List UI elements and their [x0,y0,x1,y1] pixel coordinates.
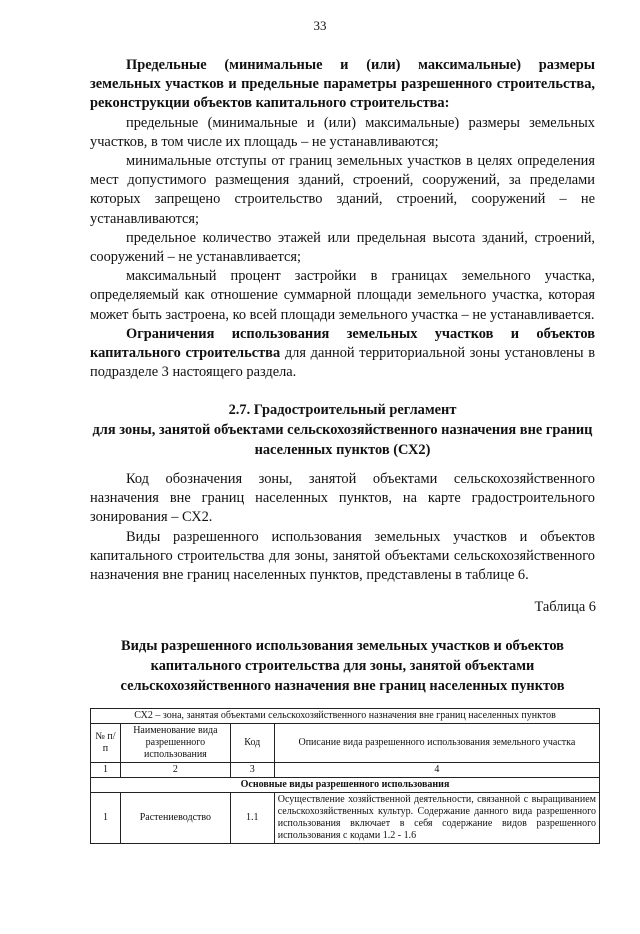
restrictions-bold: Ограничения использования земельных участков и объектов капитального строительства [90,325,595,362]
table-row [91,793,600,844]
row-desc: Осуществление хозяйственной деятельности, связанной с выращиванием сельскохозяйственных культур. Содержание данного вида разрешенного использования включает в себя содержание видов разрешенного использования с кодами 1.2 - 1.6 [274,793,599,844]
group-title: Основные виды разрешенного использования [91,778,600,793]
page-number: 33 [313,18,327,33]
limits-item: предельные (минимальные и (или) максимальные) размеры земельных участков, в том числе их площадь – не устанавливаются; [90,114,595,150]
table-caption: СХ2 – зона, занятая объектами сельскохозяйственного назначения вне границ населенных пунктов [91,709,600,724]
column-number: 3 [230,763,274,778]
limits-heading: Предельные (минимальные и (или) максимальные) размеры земельных участков и предельные параметры разрешенного строительства, реконструкции объектов капитального строительства: [90,57,595,112]
table-label: Таблица 6 [534,599,596,615]
restrictions-rest: для данной территориальной зоны установлены в подразделе 3 настоящего раздела. [90,345,595,381]
limits-item: минимальные отступы от границ земельных участков в целях определения мест допустимого размещения зданий, строений, сооружений, за пределами которых запрещено строительство зданий, строений, сооружений – не устанавливаются; [90,153,595,227]
land-use-table [90,708,600,844]
limits-item: максимальный процент застройки в границах земельного участка, определяемый как отношение суммарной площади земельного участка, которая может быть застроена, ко всей площади земельного участка – не устанавливается. [90,268,595,323]
column-number: 4 [274,763,599,778]
zone-description [90,470,595,585]
row-num: 1 [91,793,121,844]
restrictions-paragraph [90,325,595,383]
regulation-title [90,400,595,460]
limits-section [90,56,595,382]
regulation-title-line2: для зоны, занятой объектами сельскохозяйственного назначения вне границ населенных пунктов (СХ2) [92,422,593,458]
column-number: 2 [120,763,230,778]
header-desc: Описание вида разрешенного использования земельного участка [274,724,599,763]
row-code: 1.1 [230,793,274,844]
zone-code-paragraph: Код обозначения зоны, занятой объектами сельскохозяйственного назначения вне границ населенных пунктов, на карте градостроительного зонирования – СХ2. [90,471,595,526]
header-code: Код [230,724,274,763]
table-caption-row [91,709,600,724]
table-title: Виды разрешенного использования земельных участков и объектов капитального строительства для зоны, занятой объектами сельскохозяйственного назначения вне границ населенных пунктов [120,638,565,694]
table-header-row [91,724,600,763]
zone-types-paragraph: Виды разрешенного использования земельных участков и объектов капитального строительства для зоны, занятой объектами сельскохозяйственного назначения вне границ населенных пунктов, представлены в таблице 6. [90,528,595,584]
column-number-row [91,763,600,778]
column-number: 1 [91,763,121,778]
limits-item: предельное количество этажей или предельная высота зданий, строений, сооружений – не устанавливается; [90,229,595,266]
header-num: № п/п [91,724,121,763]
regulation-title-line1: 2.7. Градостроительный регламент [228,402,457,418]
group-title-row [91,778,600,793]
header-name: Наименование вида разрешенного использования [120,724,230,763]
row-name: Растениеводство [120,793,230,844]
